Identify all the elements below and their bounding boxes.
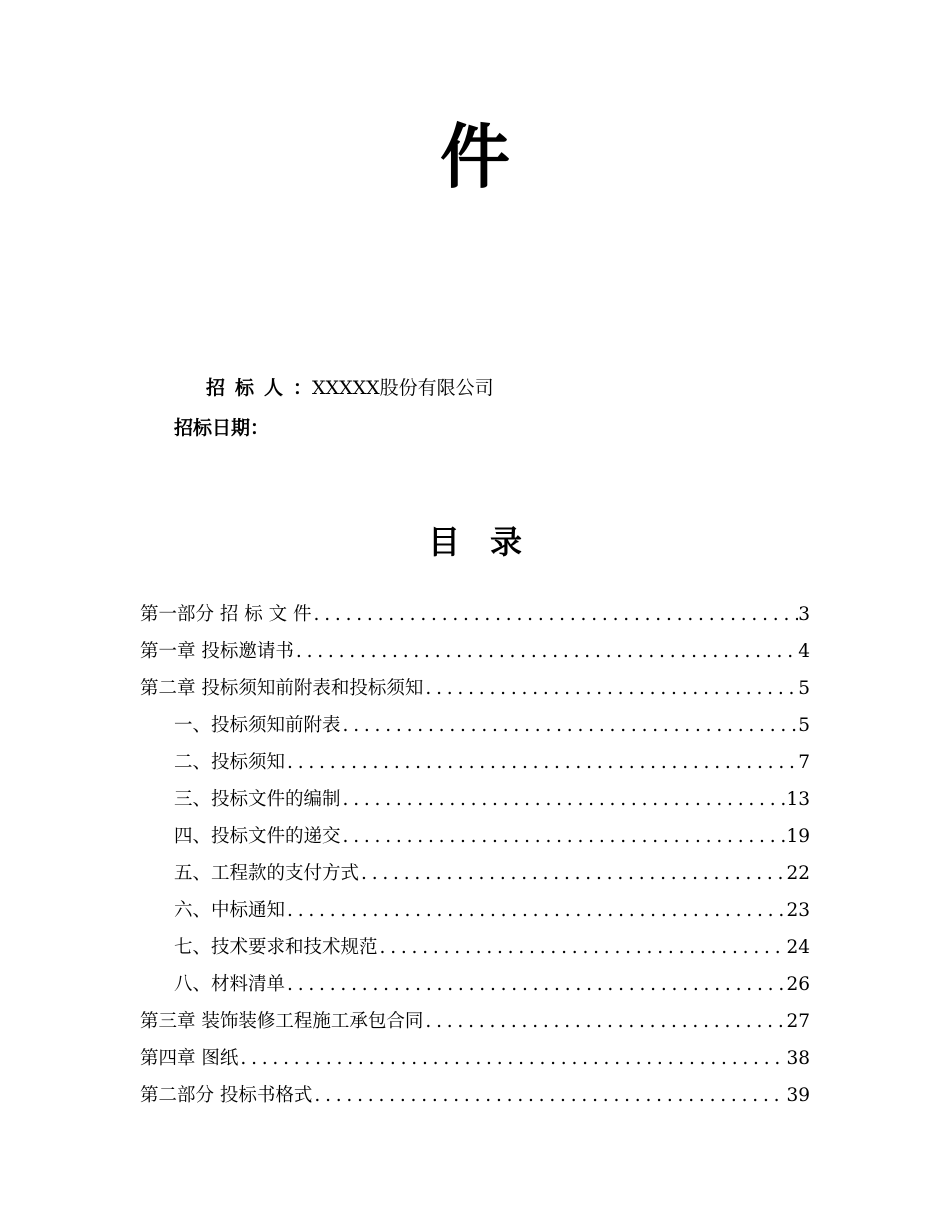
toc-entry-text: 七、技术要求和技术规范 bbox=[174, 937, 378, 958]
toc-entry[interactable] bbox=[140, 744, 810, 781]
date-line bbox=[174, 415, 269, 441]
toc-entry-text: 第二部分 投标书格式 bbox=[140, 1085, 313, 1106]
toc-title: 目录 bbox=[427, 523, 552, 561]
toc-entry-text: 一、投标须知前附表 bbox=[174, 715, 341, 736]
issuer-value: XXXXX股份有限公司 bbox=[312, 377, 494, 399]
date-colon: ： bbox=[250, 417, 270, 439]
toc-leader-dots bbox=[285, 744, 798, 781]
toc-entry[interactable] bbox=[140, 707, 810, 744]
toc-leader-dots bbox=[378, 929, 787, 966]
toc-entry[interactable] bbox=[140, 818, 810, 855]
toc-entry-page: 23 bbox=[786, 900, 810, 921]
toc-leader-dots bbox=[341, 818, 787, 855]
toc-entry[interactable] bbox=[140, 596, 810, 633]
toc-leader-dots bbox=[312, 596, 799, 633]
toc-entry-page: 5 bbox=[798, 715, 810, 736]
toc-entry[interactable] bbox=[140, 966, 810, 1003]
toc-leader-dots bbox=[359, 855, 786, 892]
toc-entry[interactable] bbox=[140, 1003, 810, 1040]
toc-leader-dots bbox=[294, 633, 798, 670]
toc-entry-page: 22 bbox=[786, 863, 810, 884]
toc-entry-page: 3 bbox=[798, 604, 810, 625]
toc-entry[interactable] bbox=[140, 892, 810, 929]
date-label: 招标日期 bbox=[174, 417, 251, 439]
toc-entry-text: 二、投标须知 bbox=[174, 752, 286, 773]
toc-leader-dots bbox=[238, 1040, 786, 1077]
toc-entry-page: 24 bbox=[786, 937, 810, 958]
cover-title-char: 件 bbox=[440, 115, 510, 198]
issuer-label: 招标人 bbox=[206, 377, 294, 399]
toc-entry-page: 27 bbox=[786, 1011, 810, 1032]
toc-entry-page: 7 bbox=[798, 752, 810, 773]
toc-entry-page: 19 bbox=[786, 826, 810, 847]
toc-entry[interactable] bbox=[140, 1040, 810, 1077]
toc-leader-dots bbox=[285, 892, 786, 929]
toc-leader-dots bbox=[312, 1077, 786, 1114]
toc-entry[interactable] bbox=[140, 633, 810, 670]
toc-entry-text: 三、投标文件的编制 bbox=[174, 789, 341, 810]
toc-entry[interactable] bbox=[140, 781, 810, 818]
toc-entry-page: 5 bbox=[798, 678, 810, 699]
toc-entry-text: 第四章 图纸 bbox=[140, 1048, 239, 1069]
toc-leader-dots bbox=[285, 966, 786, 1003]
toc-entry-text: 第一章 投标邀请书 bbox=[140, 641, 294, 662]
toc-entry-text: 四、投标文件的递交 bbox=[174, 826, 341, 847]
toc-leader-dots bbox=[341, 781, 787, 818]
toc-leader-dots bbox=[423, 670, 798, 707]
toc-entry-page: 13 bbox=[786, 789, 810, 810]
toc-entry-text: 六、中标通知 bbox=[174, 900, 286, 921]
issuer-colon: ： bbox=[293, 377, 313, 399]
toc-entry[interactable] bbox=[140, 670, 810, 707]
toc-entry[interactable] bbox=[140, 855, 810, 892]
toc-entry-page: 26 bbox=[786, 974, 810, 995]
toc-leader-dots bbox=[341, 707, 799, 744]
issuer-line bbox=[206, 375, 494, 401]
toc-entry-text: 五、工程款的支付方式 bbox=[174, 863, 360, 884]
toc-entry-text: 第一部分 招 标 文 件 bbox=[140, 604, 312, 625]
toc-entry-text: 八、材料清单 bbox=[174, 974, 286, 995]
toc-entry-text: 第三章 装饰装修工程施工承包合同 bbox=[140, 1011, 424, 1032]
toc-entry[interactable] bbox=[140, 929, 810, 966]
toc-entry-text: 第二章 投标须知前附表和投标须知 bbox=[140, 678, 424, 699]
toc-entry-page: 38 bbox=[786, 1048, 810, 1069]
table-of-contents bbox=[140, 596, 810, 1114]
toc-leader-dots bbox=[423, 1003, 786, 1040]
toc-entry-page: 39 bbox=[786, 1085, 810, 1106]
toc-entry-page: 4 bbox=[798, 641, 810, 662]
toc-entry[interactable] bbox=[140, 1077, 810, 1114]
